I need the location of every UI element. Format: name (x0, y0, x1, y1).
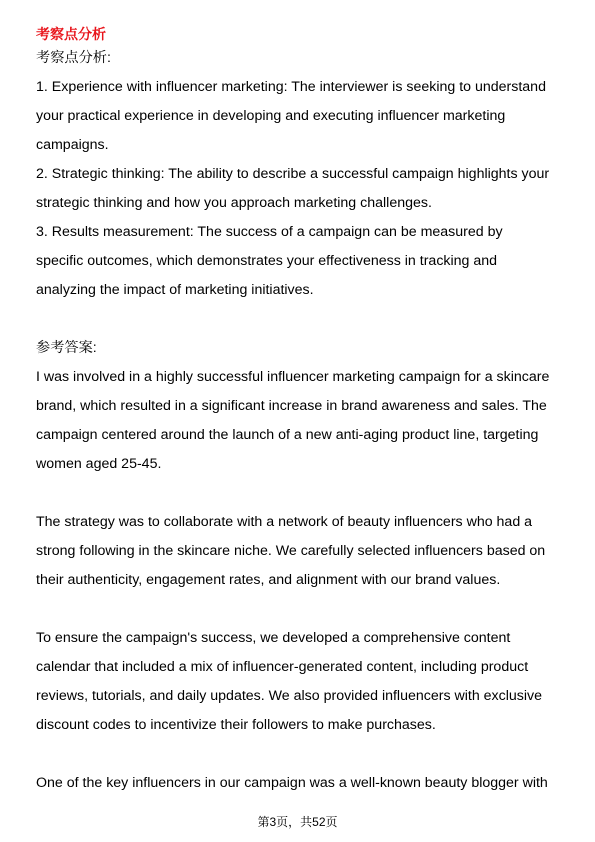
paragraph-spacer (36, 595, 566, 624)
analysis-line: strategic thinking and how you approach marketing challenges. (36, 195, 432, 211)
answer-line: I was involved in a highly successful influencer marketing campaign for a skincare (36, 369, 550, 385)
answer-line: The strategy was to collaborate with a network of beauty influencers who had a (36, 514, 533, 530)
analysis-line: analyzing the impact of marketing initiatives. (36, 282, 314, 298)
answer-line: their authenticity, engagement rates, and alignment with our brand values. (36, 572, 501, 588)
document-page (36, 24, 566, 798)
analysis-line: 1. Experience with influencer marketing: The interviewer is seeking to understand (36, 79, 546, 95)
analysis-line: specific outcomes, which demonstrates your effectiveness in tracking and (36, 253, 498, 269)
answer-line: women aged 25-45. (36, 456, 162, 472)
paragraph-spacer (36, 305, 566, 334)
answer-line: campaign centered around the launch of a new anti-aging product line, targeting (36, 427, 539, 443)
answer-line: One of the key influencers in our campaign was a well-known beauty blogger with (36, 775, 548, 791)
answer-line: strong following in the skincare niche. We carefully selected influencers based on (36, 543, 546, 559)
section-heading: 考察点分析 (36, 26, 106, 42)
analysis-line: 2. Strategic thinking: The ability to describe a successful campaign highlights your (36, 166, 550, 182)
paragraph-spacer (36, 740, 566, 769)
answer-line: reviews, tutorials, and daily updates. We also provided influencers with exclusive (36, 688, 543, 704)
analysis-line: campaigns. (36, 137, 109, 153)
analysis-line: your practical experience in developing and executing influencer marketing (36, 108, 506, 124)
answer-label: 参考答案: (36, 340, 97, 356)
analysis-label: 考察点分析: (36, 50, 111, 66)
page-indicator: 第3页，共52页 (257, 815, 338, 829)
answer-line: discount codes to incentivize their followers to make purchases. (36, 717, 436, 733)
answer-line: calendar that included a mix of influencer-generated content, including product (36, 659, 529, 675)
answer-line: To ensure the campaign's success, we developed a comprehensive content (36, 630, 511, 646)
analysis-line: 3. Results measurement: The success of a campaign can be measured by (36, 224, 503, 240)
answer-line: brand, which resulted in a significant increase in brand awareness and sales. The (36, 398, 547, 414)
paragraph-spacer (36, 479, 566, 508)
